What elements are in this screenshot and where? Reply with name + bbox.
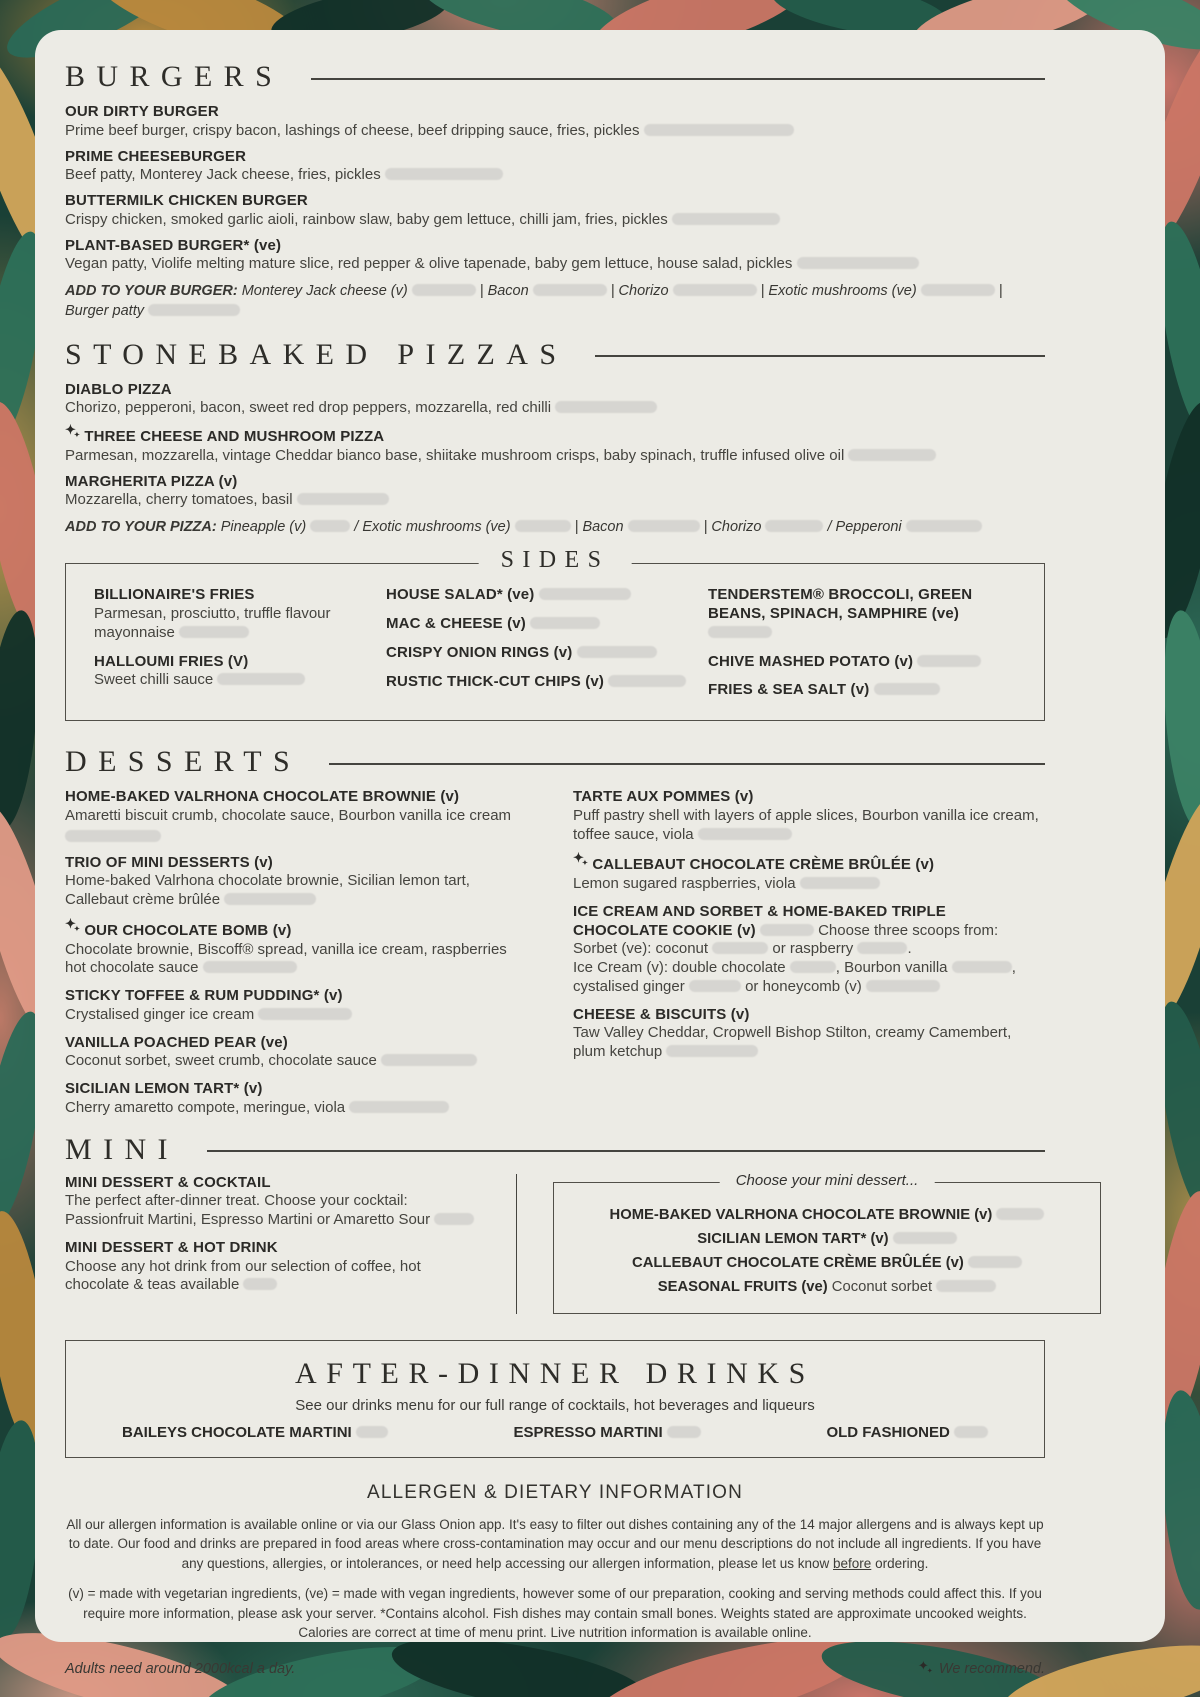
choice-box-legend: Choose your mini dessert... [720,1172,935,1189]
recommend-star-icon [573,853,588,869]
redacted-calories-price [698,828,792,840]
burgers-section [65,60,1045,322]
redacted-calories-price [349,1101,449,1113]
item-desc-text: Vegan patty, Violife melting mature slice, red pepper & olive tapenade, baby gem lettuce, house salad, pickles [65,255,793,273]
item-desc-text: Crispy chicken, smoked garlic aioli, rainbow slaw, baby gem lettuce, chilli jam, fries, pickles [65,210,668,228]
addon-option: | Burger patty [65,283,1003,320]
item-desc [573,807,1045,845]
item-desc [65,255,1045,274]
side-item [386,673,708,692]
section-rule [329,763,1045,765]
recommend-star-icon [918,1661,933,1677]
pizzas-title: STONEBAKED PIZZAS [65,337,568,371]
item-name: CHEESE & BISCUITS (v) [573,1005,750,1023]
addon-option: / Pepperoni [827,519,902,536]
redacted-price [667,1426,701,1438]
item-desc [65,491,1045,510]
addon-option: | Bacon [574,519,624,536]
redacted-calories-price [555,401,657,413]
drink-name: ESPRESSO MARTINI [513,1423,663,1441]
redacted-calories-price [530,617,600,629]
item-desc [65,1006,517,1025]
item-desc-text: The perfect after-dinner treat. Choose your cocktail: Passionfruit Martini, Espresso Martini or Amaretto Sour [65,1192,431,1229]
redacted-calories-price [412,284,476,296]
redacted-calories-price [666,1045,758,1057]
redacted-calories-price [673,284,757,296]
we-recommend [918,1661,1045,1677]
addons-label: ADD TO YOUR BURGER: [65,283,238,299]
menu-item [573,788,1045,844]
side-item [386,586,708,605]
choice-text: HOME-BAKED VALRHONA CHOCOLATE BROWNIE (v) [609,1206,993,1223]
scoop-text: , [1011,959,1016,977]
redacted-price [954,1426,988,1438]
item-name: PRIME CHEESEBURGER [65,147,247,165]
recommend-star-icon [65,425,80,441]
mini-choice [566,1279,1088,1295]
item-name: HOME-BAKED VALRHONA CHOCOLATE BROWNIE (v) [65,788,460,806]
redacted-calories-price [608,675,686,687]
mini-columns [65,1171,1045,1314]
item-desc-text: Chorizo, pepperoni, bacon, sweet red drop peppers, mozzarella, red chilli [65,399,552,417]
recommend-star-icon [65,919,80,935]
drinks-items-row [122,1424,988,1441]
allergen-text: All our allergen information is available online or via our Glass Onion app. It's easy to filter out dishes containing any of the 14 major allergens and is always kept up to date. Our food and drinks are prepared in food areas where cross-contamination may occur and our menu descriptions do not include all ingredients. If you have any questions, allergies, or intolerances, or need help accessing our allergen information, please let us know [66,1516,1044,1571]
redacted-calories-price [179,626,249,638]
sides-column-2 [386,586,708,710]
allergen-text: ordering. [875,1555,929,1571]
menu-item [65,987,517,1025]
redacted-calories-price [936,1280,996,1292]
redacted-calories-price [857,942,907,954]
scoop-text: , Bourbon vanilla [835,959,948,977]
addon-option: / Exotic mushrooms (ve) [354,519,511,536]
mini-right-column [553,1171,1101,1314]
item-name: TRIO OF MINI DESSERTS (v) [65,853,273,871]
redacted-calories-price [644,124,794,136]
pizzas-section [65,338,1045,538]
menu-item [65,1080,517,1118]
mini-section [65,1133,1045,1314]
side-item [708,681,1020,700]
addon-option: | Chorizo [610,283,669,299]
scoop-text: Sorbet (ve): coconut [573,940,709,958]
item-name: BILLIONAIRE'S FRIES [94,586,255,604]
redacted-calories-price [765,520,823,532]
item-name: BUTTERMILK CHICKEN BURGER [65,192,308,209]
desserts-section [65,745,1045,1125]
redacted-calories-price [906,520,982,532]
choice-text: SEASONAL FRUITS (ve) [657,1278,828,1295]
item-desc-text: Chocolate brownie, Biscoff® spread, vanilla ice cream, raspberries hot chocolate sauce [65,940,507,977]
item-desc-text: Beef patty, Monterey Jack cheese, fries, pickles [65,166,381,184]
item-desc [573,875,1045,894]
item-name-text: FRIES & SEA SALT (v) [708,681,870,699]
drink-item [122,1424,388,1441]
item-name: MINI DESSERT & COCKTAIL [65,1173,271,1191]
addon-option: Monterey Jack cheese (v) [241,283,408,299]
item-desc-text: Mozzarella, cherry tomatoes, basil [65,491,293,509]
item-desc [65,941,517,979]
side-item [708,653,1020,672]
item-desc [65,399,1045,418]
menu-item [65,148,1045,186]
menu-item [65,192,1045,230]
sides-box [65,547,1045,721]
addon-option: | Exotic mushrooms (ve) [760,283,917,299]
allergen-title: ALLERGEN & DIETARY INFORMATION [367,1481,743,1503]
menu-item [65,103,1045,141]
item-name-text: HOUSE SALAD* (ve) [386,586,535,604]
item-desc-text: Choose any hot drink from our selection of coffee, hot chocolate & teas available [65,1257,421,1294]
redacted-calories-price [921,284,995,296]
item-name: MARGHERITA PIZZA (v) [65,472,238,490]
redacted-calories-price [217,673,305,685]
scoop-line [573,978,1045,997]
item-desc [65,1052,517,1071]
mini-header [65,1133,1045,1166]
scoop-text: or raspberry [772,940,854,958]
redacted-calories-price [539,588,631,600]
redacted-calories-price [65,830,161,842]
burgers-title: BURGERS [65,60,284,93]
redacted-calories-price [381,1054,477,1066]
item-desc-text: Crystalised ginger ice cream [65,1005,255,1023]
mini-dessert-choice-box [553,1171,1101,1314]
choice-suffix-text: Coconut sorbet [831,1278,933,1295]
menu-item [65,381,1045,419]
sides-column-3 [708,586,1020,710]
redacted-calories-price [515,520,571,532]
item-name-text: RUSTIC THICK-CUT CHIPS (v) [386,672,605,690]
item-desc-text: Coconut sorbet, sweet crumb, chocolate sauce [65,1052,377,1070]
item-desc-text: Parmesan, mozzarella, vintage Cheddar bianco base, shiitake mushroom crisps, baby spinach, truffle infused olive oil [65,446,845,464]
desserts-right-column [573,788,1045,1125]
item-name: OUR DIRTY BURGER [65,103,219,120]
item-name [65,425,1045,447]
redacted-calories-price [628,520,700,532]
redacted-calories-price [672,213,780,225]
redacted-calories-price [689,980,741,992]
sides-column-1 [90,586,386,710]
mini-title: MINI [65,1132,179,1166]
item-name-text: ICE CREAM AND SORBET & HOME-BAKED TRIPLE CHOCOLATE COOKIE (v) [573,902,946,939]
we-recommend-text: We recommend. [938,1661,1045,1678]
addon-option: | Chorizo [703,519,762,536]
redacted-calories-price [224,893,316,905]
item-desc [65,211,1045,230]
redacted-calories-price [203,961,297,973]
item-desc [94,671,386,690]
redacted-calories-price [800,877,880,889]
side-item [386,644,708,663]
menu-card [35,30,1165,1678]
item-name-text: MAC & CHEESE (v) [386,615,526,633]
item-desc: Amaretti biscuit crumb, chocolate sauce, Bourbon vanilla ice cream [65,806,512,824]
drink-item [514,1424,701,1441]
menu-item [573,853,1045,894]
allergen-paragraph-2: (v) = made with vegetarian ingredients, (ve) = made with vegan ingredients, however some of our preparation, cooking and serving methods could affect this. If you require more information, please ask your server. *Contains alcohol. Fish dishes may contain small bones. Weights stated are approximate uncooked weights. Calories are correct at time of menu print. Live nutrition information is available online. [68,1586,1042,1641]
redacted-calories-price [148,304,240,316]
pizzas-header [65,338,1045,371]
menu-item [65,237,1045,275]
scoop-line [573,940,1045,959]
item-name-text: THREE CHEESE AND MUSHROOM PIZZA [84,428,385,446]
redacted-calories-price [790,961,836,973]
sides-title: SIDES [479,547,632,574]
menu-item [65,1174,486,1230]
menu-item [573,903,1045,997]
item-name: HALLOUMI FRIES (V) [94,652,249,670]
redacted-calories-price [917,655,981,667]
item-name-text: TENDERSTEM® BROCCOLI, GREEN BEANS, SPINACH, SAMPHIRE (ve) [708,586,973,623]
item-title-line [573,903,1045,941]
underlined-word: before [833,1555,872,1571]
kcal-note: Adults need around 2000kcal a day. [65,1661,296,1678]
scoop-text: or honeycomb (v) [745,977,862,995]
item-desc-text: Sweet chilli sauce [94,671,214,689]
item-desc [65,447,1045,466]
redacted-calories-price [434,1213,474,1225]
menu-item [65,788,517,845]
desserts-left-column [65,788,517,1125]
menu-item [65,1239,486,1295]
item-name-text: CHIVE MASHED POTATO (v) [708,652,914,670]
desserts-title: DESSERTS [65,745,302,779]
item-name: STICKY TOFFEE & RUM PUDDING* (v) [65,987,343,1005]
redacted-calories-price [577,646,657,658]
desserts-columns [65,788,1045,1125]
item-desc [65,1099,517,1118]
redacted-calories-price [866,980,940,992]
allergen-paragraph-1 [65,1515,1045,1574]
redacted-calories-price [708,626,772,638]
redacted-calories-price [996,1208,1044,1220]
item-name: TARTE AUX POMMES (v) [573,788,754,806]
redacted-calories-price [297,493,389,505]
card-footer [65,1661,1045,1677]
item-desc-text: Home-baked Valrhona chocolate brownie, Sicilian lemon tart, Callebaut crème brûlée [65,872,470,909]
redacted-calories-price [760,924,814,936]
item-name: VANILLA POACHED PEAR (ve) [65,1033,288,1051]
menu-item [65,919,517,978]
burgers-header [65,60,1045,93]
allergen-section [65,1482,1045,1643]
item-desc [573,1024,1045,1062]
choice-text: CALLEBAUT CHOCOLATE CRÈME BRÛLÉE (v) [632,1254,964,1271]
redacted-line [65,829,517,845]
item-name: PLANT-BASED BURGER* (ve) [65,236,282,254]
menu-item [65,1034,517,1072]
pizza-addons-line [65,517,1045,537]
scoop-text: . [907,940,912,958]
menu-item [65,854,517,910]
item-desc [65,166,1045,185]
mini-choice [566,1231,1088,1247]
item-desc-text: Lemon sugared raspberries, viola [573,875,796,893]
section-rule [595,355,1045,357]
redacted-calories-price [533,284,607,296]
item-name: DIABLO PIZZA [65,380,172,398]
after-dinner-drinks-box [65,1340,1045,1458]
item-desc [65,122,1045,141]
mini-choice [566,1207,1088,1223]
redacted-calories-price [797,257,919,269]
menu-item [94,653,386,691]
drinks-title: AFTER-DINNER DRINKS [295,1356,815,1390]
drink-name: BAILEYS CHOCOLATE MARTINI [122,1423,352,1441]
item-desc-text: Prime beef burger, crispy bacon, lashings of cheese, beef dripping sauce, fries, pickles [65,121,640,139]
redacted-calories-price [968,1256,1022,1268]
drink-name: OLD FASHIONED [826,1423,950,1441]
scoop-text: cystalised ginger [573,977,685,995]
drinks-subtitle: See our drinks menu for our full range of cocktails, hot beverages and liqueurs [295,1396,815,1414]
addons-label: ADD TO YOUR PIZZA: [65,519,217,536]
redacted-calories-price [258,1008,352,1020]
redacted-calories-price [310,520,350,532]
burger-addons-line [65,281,1045,322]
redacted-calories-price [243,1278,277,1290]
mini-left-column [65,1174,517,1314]
redacted-calories-price [952,961,1012,973]
mini-choice [566,1255,1088,1271]
menu-item [65,425,1045,466]
scoop-text: Ice Cream (v): double chocolate [573,959,786,977]
item-desc-text: Parmesan, prosciutto, truffle flavour mayonnaise [94,605,331,641]
item-desc-text: Cherry amaretto compote, meringue, viola [65,1098,346,1116]
menu-item [573,1006,1045,1062]
item-name-text: OUR CHOCOLATE BOMB (v) [84,921,292,939]
redacted-price [356,1426,388,1438]
redacted-calories-price [874,683,940,695]
redacted-calories-price [893,1232,957,1244]
item-name: SICILIAN LEMON TART* (v) [65,1080,263,1098]
item-name [65,919,517,941]
redacted-calories-price [712,942,768,954]
side-item [386,615,708,634]
item-name: MINI DESSERT & HOT DRINK [65,1238,278,1256]
item-name-text: CALLEBAUT CHOCOLATE CRÈME BRÛLÉE (v) [592,856,935,874]
section-rule [207,1150,1045,1152]
item-name-text: CRISPY ONION RINGS (v) [386,643,573,661]
redacted-calories-price [848,449,936,461]
item-desc [65,1192,486,1230]
menu-item [94,586,386,642]
addon-option: | Bacon [479,283,529,299]
menu-item [65,473,1045,511]
side-item [708,586,1020,642]
item-name [573,853,1045,875]
item-desc [94,605,386,643]
item-desc [65,872,517,910]
desserts-header [65,745,1045,778]
scoop-line [573,959,1045,978]
redacted-calories-price [385,168,503,180]
item-desc-text: Puff pastry shell with layers of apple slices, Bourbon vanilla ice cream, toffee sauce, viola [573,806,1039,843]
choice-text: SICILIAN LEMON TART* (v) [697,1230,889,1247]
section-rule [311,78,1045,80]
item-desc-text: Choose three scoops from: [818,921,999,939]
drink-item [826,1424,988,1441]
item-desc [65,1258,486,1296]
item-desc-text: Taw Valley Cheddar, Cropwell Bishop Stilton, creamy Camembert, plum ketchup [573,1024,1012,1061]
addon-option: Pineapple (v) [220,519,307,536]
